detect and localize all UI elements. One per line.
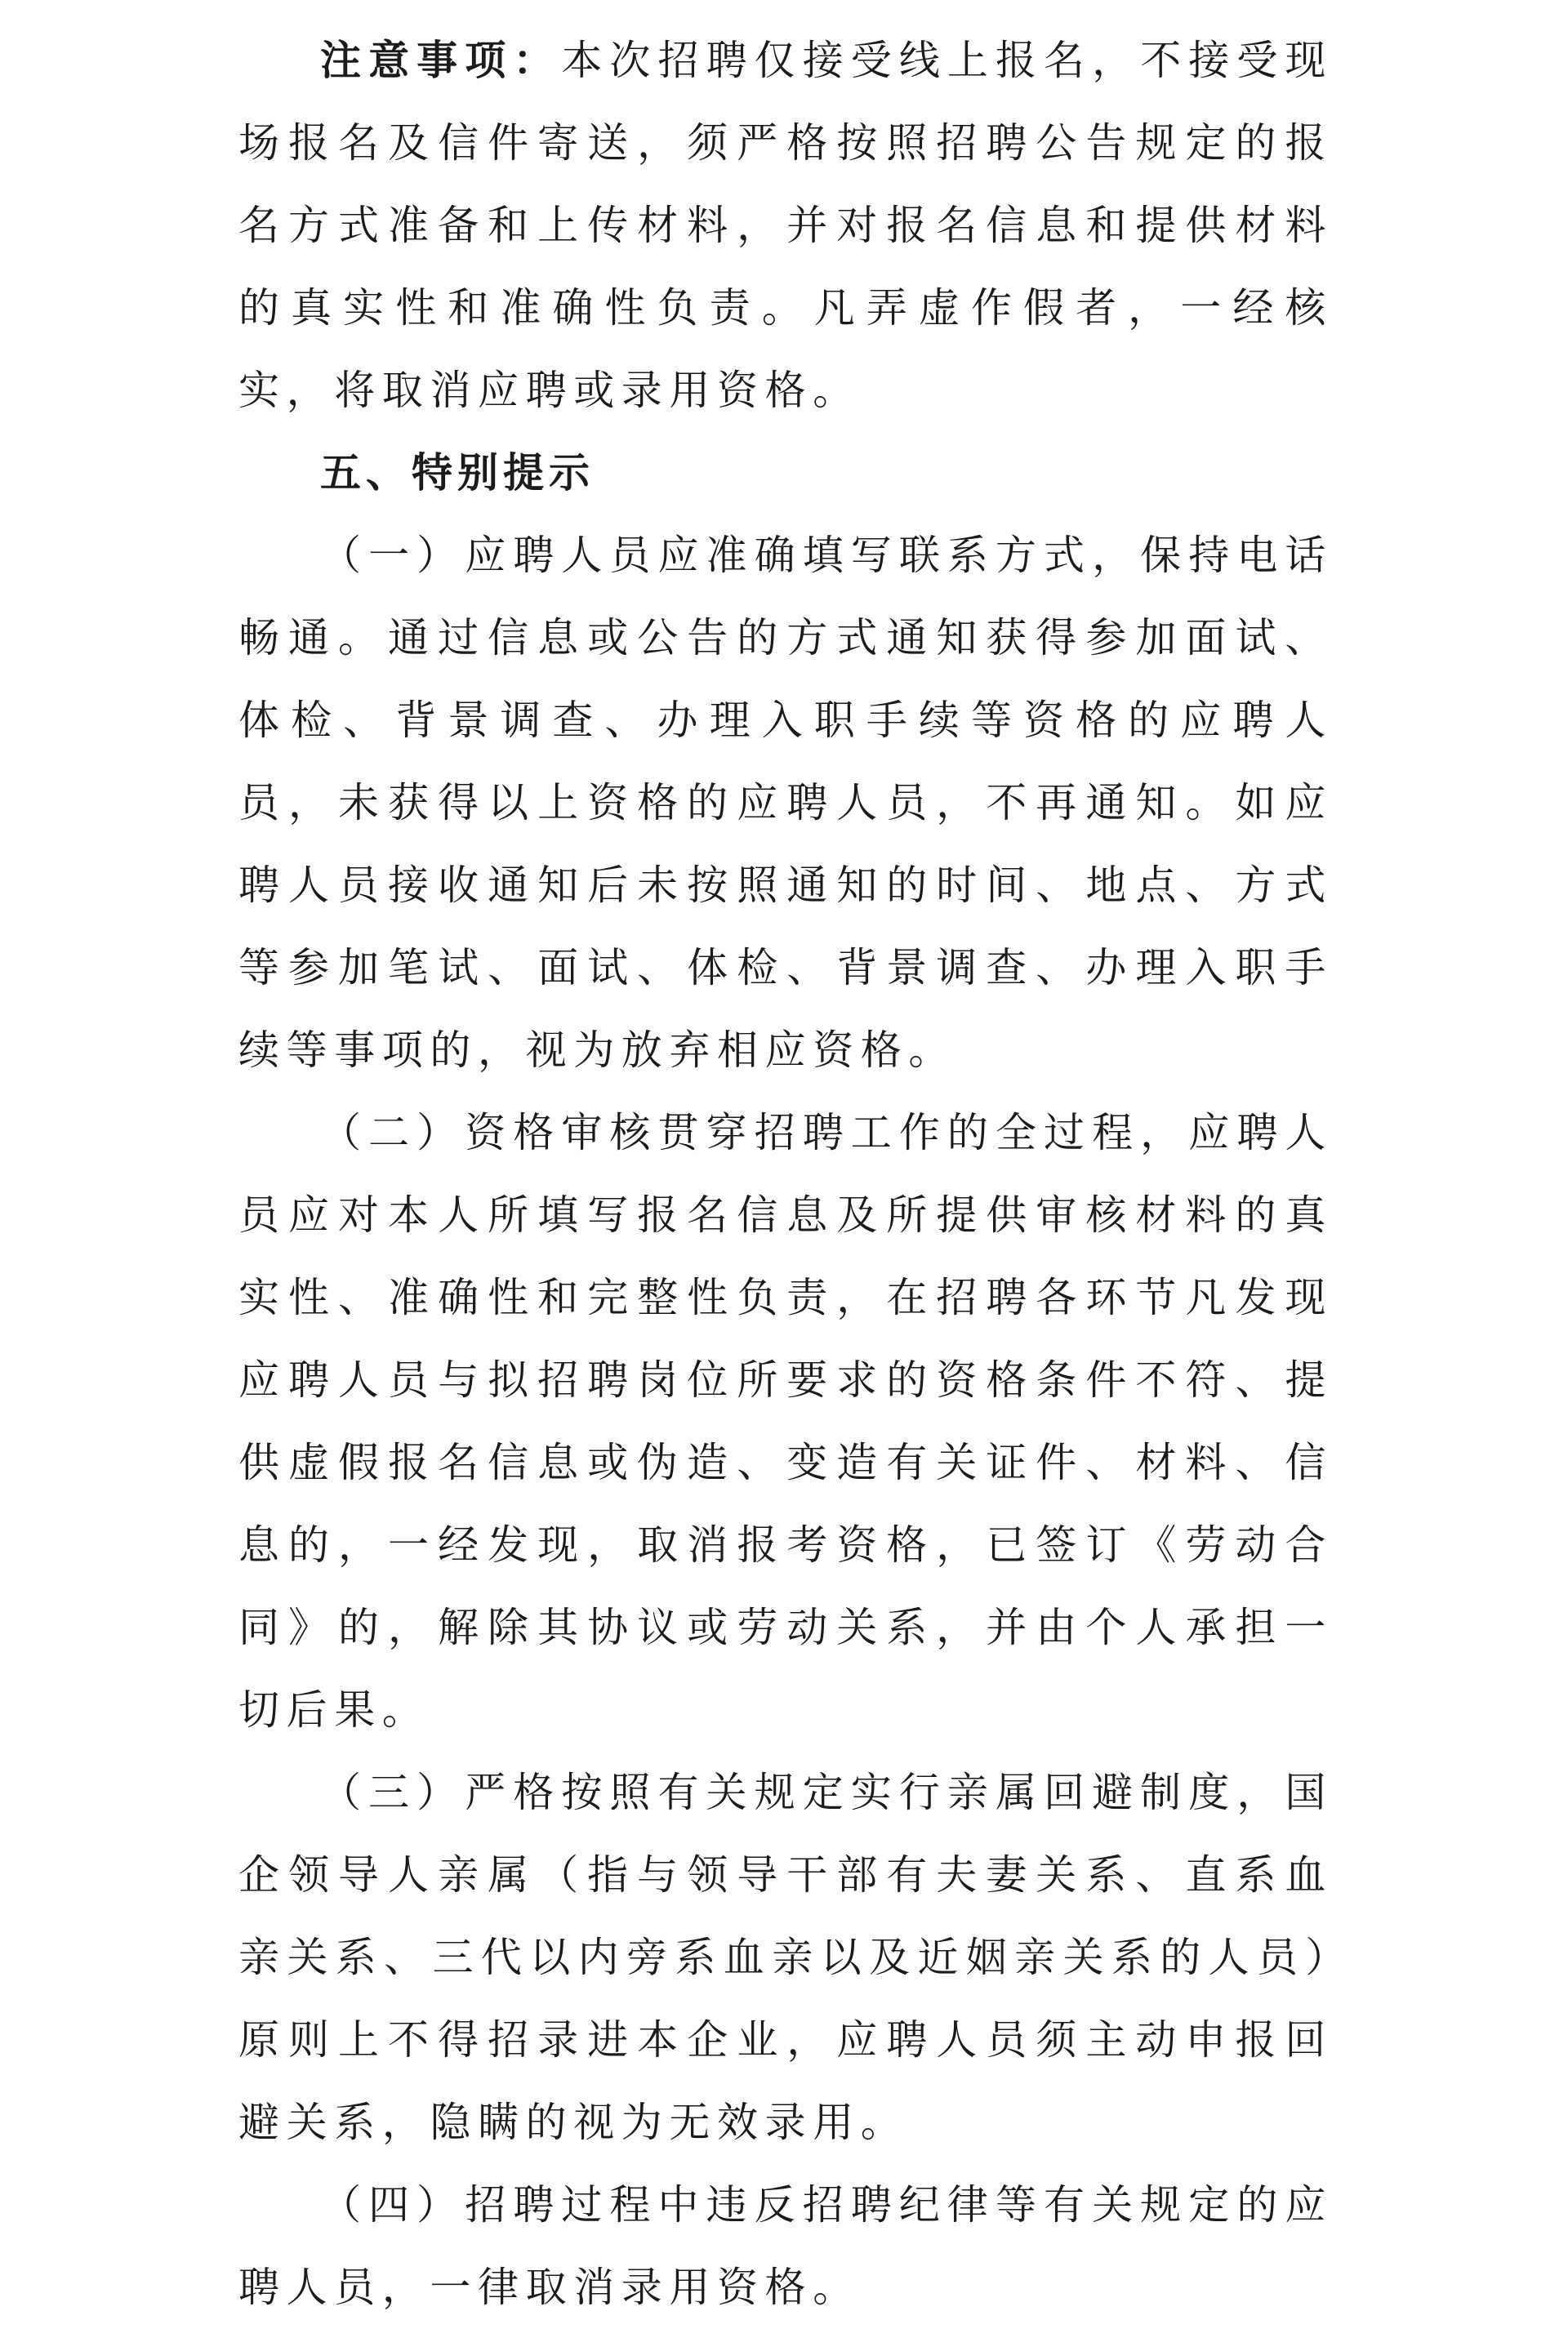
tip-paragraph-1: （一）应聘人员应准确填写联系方式，保持电话畅通。通过信息或公告的方式通知获得参加面试、体检、背景调查、办理入职手续等资格的应聘人员，未获得以上资格的应聘人员，不再通知。如应聘人员接收通知后未按照通知的时间、地点、方式等参加笔试、面试、体检、背景调查、办理入职手续等事项的，视为放弃相应资格。 xyxy=(238,532,1333,1074)
tip-paragraph-3: （三）严格按照有关规定实行亲属回避制度，国企领导人亲属（指与领导干部有夫妻关系、直系血亲关系、三代以内旁系血亲以及近姻亲关系的人员）原则上不得招录进本企业，应聘人员须主动申报回避关系，隐瞒的视为无效录用。 xyxy=(238,1769,1333,2146)
section-heading: 五、特别提示 xyxy=(320,449,595,497)
tip-paragraph-4: （四）招聘过程中违反招聘纪律等有关规定的应聘人员，一律取消录用资格。 xyxy=(238,2181,1333,2311)
notice-text: 本次招聘仅接受线上报名，不接受现场报名及信件寄送，须严格按照招聘公告规定的报名方式准备和上传材料，并对报名信息和提供材料的真实性和准确性负责。凡弄虚作假者，一经核实，将取消应聘或录用资格。 xyxy=(238,37,1334,414)
document-body xyxy=(238,20,1333,2329)
tip-paragraph-2: （二）资格审核贯穿招聘工作的全过程，应聘人员应对本人所填写报名信息及所提供审核材料的真实性、准确性和完整性负责，在招聘各环节凡发现应聘人员与拟招聘岗位所要求的资格条件不符、提供虚假报名信息或伪造、变造有关证件、材料、信息的，一经发现，取消报考资格，已签订《劳动合同》的，解除其协议或劳动关系，并由个人承担一切后果。 xyxy=(238,1109,1333,1734)
notice-paragraph xyxy=(238,20,1333,432)
notice-label: 注意事项： xyxy=(320,37,562,84)
